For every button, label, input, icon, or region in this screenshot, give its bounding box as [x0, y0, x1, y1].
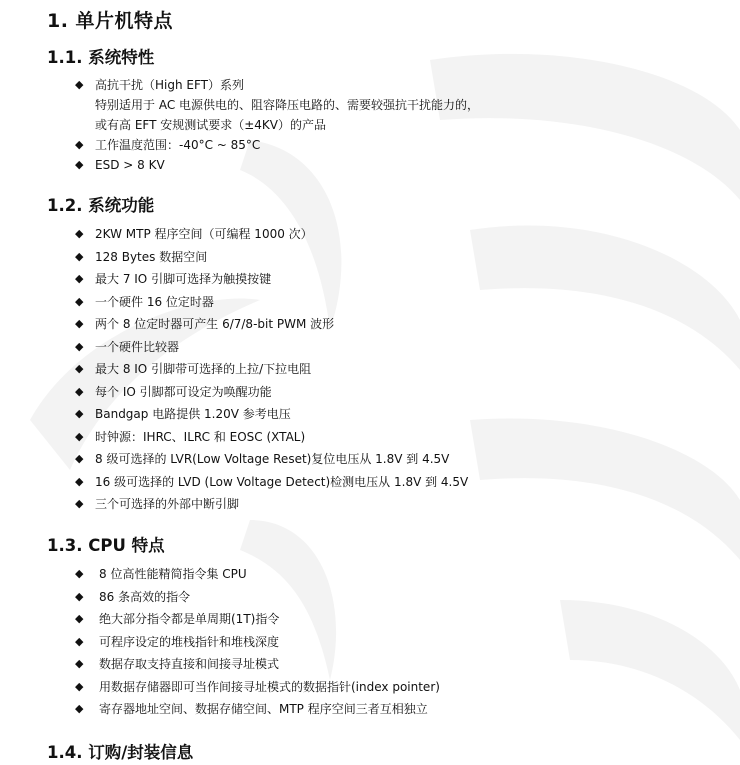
bullet-icon: ◆: [75, 407, 84, 420]
bullet-icon: ◆: [75, 385, 84, 398]
bullet-icon: ◆: [75, 590, 84, 603]
section-heading-system-functions: 1.2. 系统功能: [47, 196, 155, 215]
bullet-icon: ◆: [75, 158, 84, 171]
bullet-icon: ◆: [75, 295, 84, 308]
bullet-icon: ◆: [75, 497, 84, 510]
section-heading-cpu-features: 1.3. CPU 特点: [47, 536, 165, 555]
bullet-icon: ◆: [75, 340, 84, 353]
bullet-icon: ◆: [75, 475, 84, 488]
bullet-icon: ◆: [75, 567, 84, 580]
bullet-icon: ◆: [75, 362, 84, 375]
bullet-icon: ◆: [75, 680, 84, 693]
bullet-icon: ◆: [75, 250, 84, 263]
bullet-icon: ◆: [75, 702, 84, 715]
list-item-continuation: 或有高 EFT 安规测试要求（±4KV）的产品: [95, 118, 327, 132]
bullet-icon: ◆: [75, 452, 84, 465]
list-item-continuation: 特别适用于 AC 电源供电的、阻容降压电路的、需要较强抗干扰能力的，: [95, 98, 480, 112]
bullet-icon: ◆: [75, 272, 84, 285]
bullet-icon: ◆: [75, 227, 84, 240]
bullet-icon: ◆: [75, 635, 84, 648]
document-page: 1. 单片机特点 1.1. 系统特性 ◆ 高抗干扰（High EFT）系列 特别适用于 AC 电源供电的、阻容降压电路的、需要较强抗干扰能力的， 或有高 EFT 安规测试要求（±4KV）的产品 ◆ 工作温度范围：-40°C ~ 85°C ◆ ESD > 8 KV 1.2. 系统功能 ◆ 2KW MTP 程序空间（可编程 1000 次） ◆ 128 Bytes 数据空间 ◆ 最大 7 IO 引脚可选择为触摸按键 ◆ 一个硬件 16 位定时器 ◆ 两个 8 位定时器可产生 6/7/8-bit PWM 波形 ◆ 一个硬件比较器 ◆ 最大 8 IO 引脚带可选择的上拉/下拉电阻 ◆ 每个 IO 引脚都可设定为唤醒功能 ◆ Bandgap 电路提供 1.20V 参考电压 ◆ 时钟源：IHRC、ILRC 和 EOSC (XTAL) ◆ 8 级可选择的 LVR(Low Voltage Reset)复位电压从 1.8V 到 4.5V ◆ 16 级可选择的 LVD (Low Voltage Detect)检测电压从 1.8V 到 4.5V ◆ 三个可选择的外部中断引脚 1.3. CPU 特点 ◆ 8 位高性能精简指令集 CPU ◆ 86 条高效的指令 ◆ 绝大部分指令都是单周期(1T)指令 ◆ 可程序设定的堆栈指针和堆栈深度 ◆ 数据存取支持直接和间接寻址模式 ◆ 用数据存储器即可当作间接寻址模式的数据指针(index pointer) ◆ 寄存器地址空间、数据存储空间、MTP 程序空间三者互相独立 1.4. 订购/封装信息: [0, 0, 740, 765]
section-heading-system-features: 1.1. 系统特性: [47, 48, 155, 67]
bullet-icon: ◆: [75, 612, 84, 625]
bullet-icon: ◆: [75, 657, 84, 670]
bullet-icon: ◆: [75, 138, 84, 151]
bullet-icon: ◆: [75, 317, 84, 330]
page-title: 1. 单片机特点: [47, 10, 174, 32]
section-heading-ordering-package: 1.4. 订购/封装信息: [47, 743, 194, 762]
bullet-icon: ◆: [75, 78, 84, 91]
bullet-icon: ◆: [75, 430, 84, 443]
